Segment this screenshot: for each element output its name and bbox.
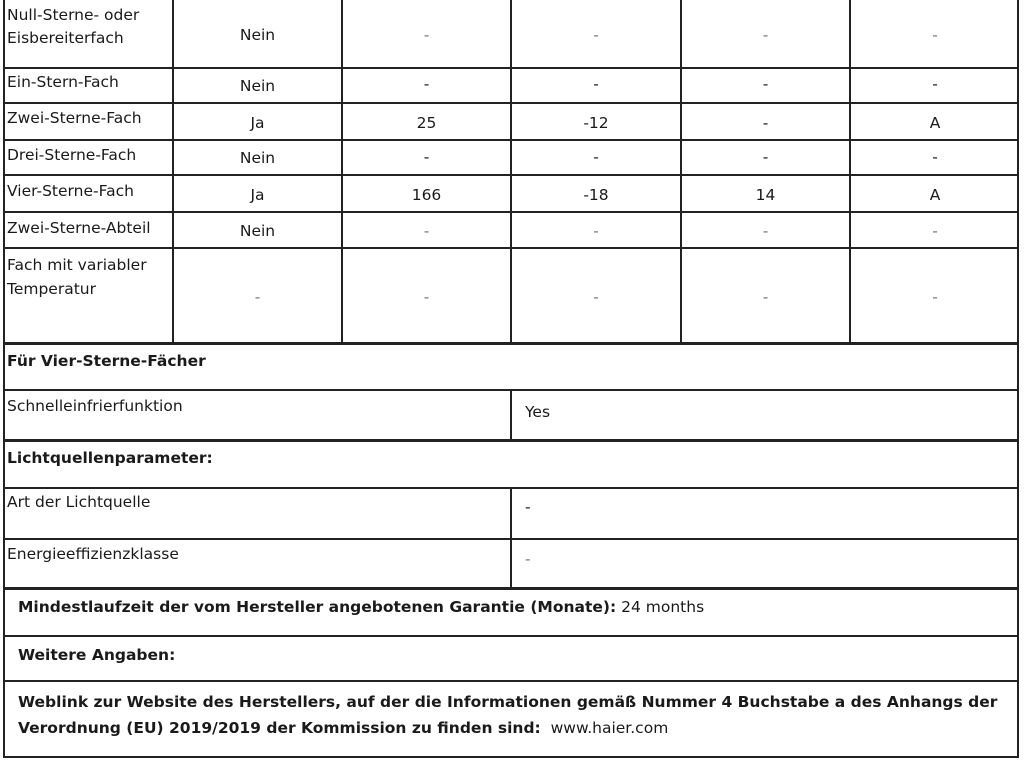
compartment-climate: - xyxy=(932,148,938,166)
light-heading: Lichtquellenparameter: xyxy=(7,449,213,467)
compartment-present: Ja xyxy=(250,114,265,132)
compartment-freeze: - xyxy=(762,148,769,166)
weblink-label: Weblink zur Website des Herstellers, auf der die Informationen gemäß Nummer 4 Buchstabe a des Anhangs der Verordnung (EU) 2019/2019 der Kommission zu finden sind: xyxy=(18,693,998,737)
compartment-freeze: - xyxy=(762,75,769,93)
column-divider xyxy=(510,389,512,441)
column-divider xyxy=(510,487,512,589)
compartment-present: Nein xyxy=(239,26,276,44)
compartment-climate: - xyxy=(932,75,938,93)
warranty-label: Mindestlaufzeit der vom Hersteller angebotenen Garantie (Monate): xyxy=(18,598,617,616)
compartment-temp: - xyxy=(593,75,599,93)
row-divider xyxy=(3,635,1019,637)
compartment-climate: - xyxy=(932,222,938,240)
compartment-climate: - xyxy=(932,288,938,306)
compartment-temp: - xyxy=(593,222,599,240)
compartment-volume: - xyxy=(423,222,430,240)
compartment-volume: - xyxy=(423,288,430,306)
compartment-name: Vier-Sterne-Fach xyxy=(7,182,134,200)
compartment-freeze: 14 xyxy=(755,186,776,204)
compartment-name: Zwei-Sterne-Fach xyxy=(7,109,142,127)
compartment-temp: -12 xyxy=(583,114,609,132)
compartment-name: Ein-Stern-Fach xyxy=(7,73,119,91)
compartment-freeze: - xyxy=(762,26,769,44)
light-type-label: Art der Lichtquelle xyxy=(7,493,151,511)
four-star-heading: Für Vier-Sterne-Fächer xyxy=(7,352,206,370)
compartment-name: Fach mit variabler Temperatur xyxy=(7,256,147,298)
compartment-present: Nein xyxy=(239,149,276,167)
compartment-temp: - xyxy=(593,26,599,44)
compartment-present: Nein xyxy=(239,222,276,240)
compartment-volume: 166 xyxy=(411,186,442,204)
compartment-freeze: - xyxy=(762,114,769,132)
row-divider xyxy=(3,680,1019,682)
compartment-freeze: - xyxy=(762,288,769,306)
compartment-name: Drei-Sterne-Fach xyxy=(7,146,137,164)
compartment-name: Zwei-Sterne-Abteil xyxy=(7,219,151,237)
compartment-present: Ja xyxy=(250,186,265,204)
compartment-freeze: - xyxy=(762,222,769,240)
compartment-temp: - xyxy=(593,288,599,306)
compartment-volume: 25 xyxy=(416,114,437,132)
compartment-present: Nein xyxy=(239,77,276,95)
compartment-present: - xyxy=(254,288,261,306)
light-class-label: Energieeffizienzklasse xyxy=(7,545,179,563)
compartment-volume: - xyxy=(423,75,430,93)
weblink-text xyxy=(18,689,1008,741)
compartment-climate: - xyxy=(932,26,938,44)
compartment-temp: -18 xyxy=(583,186,609,204)
warranty-value: 24 months xyxy=(621,598,705,616)
compartment-volume: - xyxy=(423,148,430,166)
quick-freeze-label: Schnelleinfrierfunktion xyxy=(7,397,183,415)
further-info-heading: Weitere Angaben: xyxy=(18,646,176,664)
manufacturer-url[interactable]: www.haier.com xyxy=(550,719,669,737)
light-type-value: - xyxy=(525,498,531,516)
compartment-climate: A xyxy=(929,114,941,132)
quick-freeze-value: Yes xyxy=(525,403,551,421)
compartment-name: Null-Sterne- oder Eisbereiterfach xyxy=(7,6,140,47)
compartment-temp: - xyxy=(593,148,599,166)
compartment-climate: A xyxy=(929,186,941,204)
compartment-volume: - xyxy=(423,26,430,44)
warranty-line xyxy=(18,597,704,617)
light-class-value: - xyxy=(525,550,531,568)
